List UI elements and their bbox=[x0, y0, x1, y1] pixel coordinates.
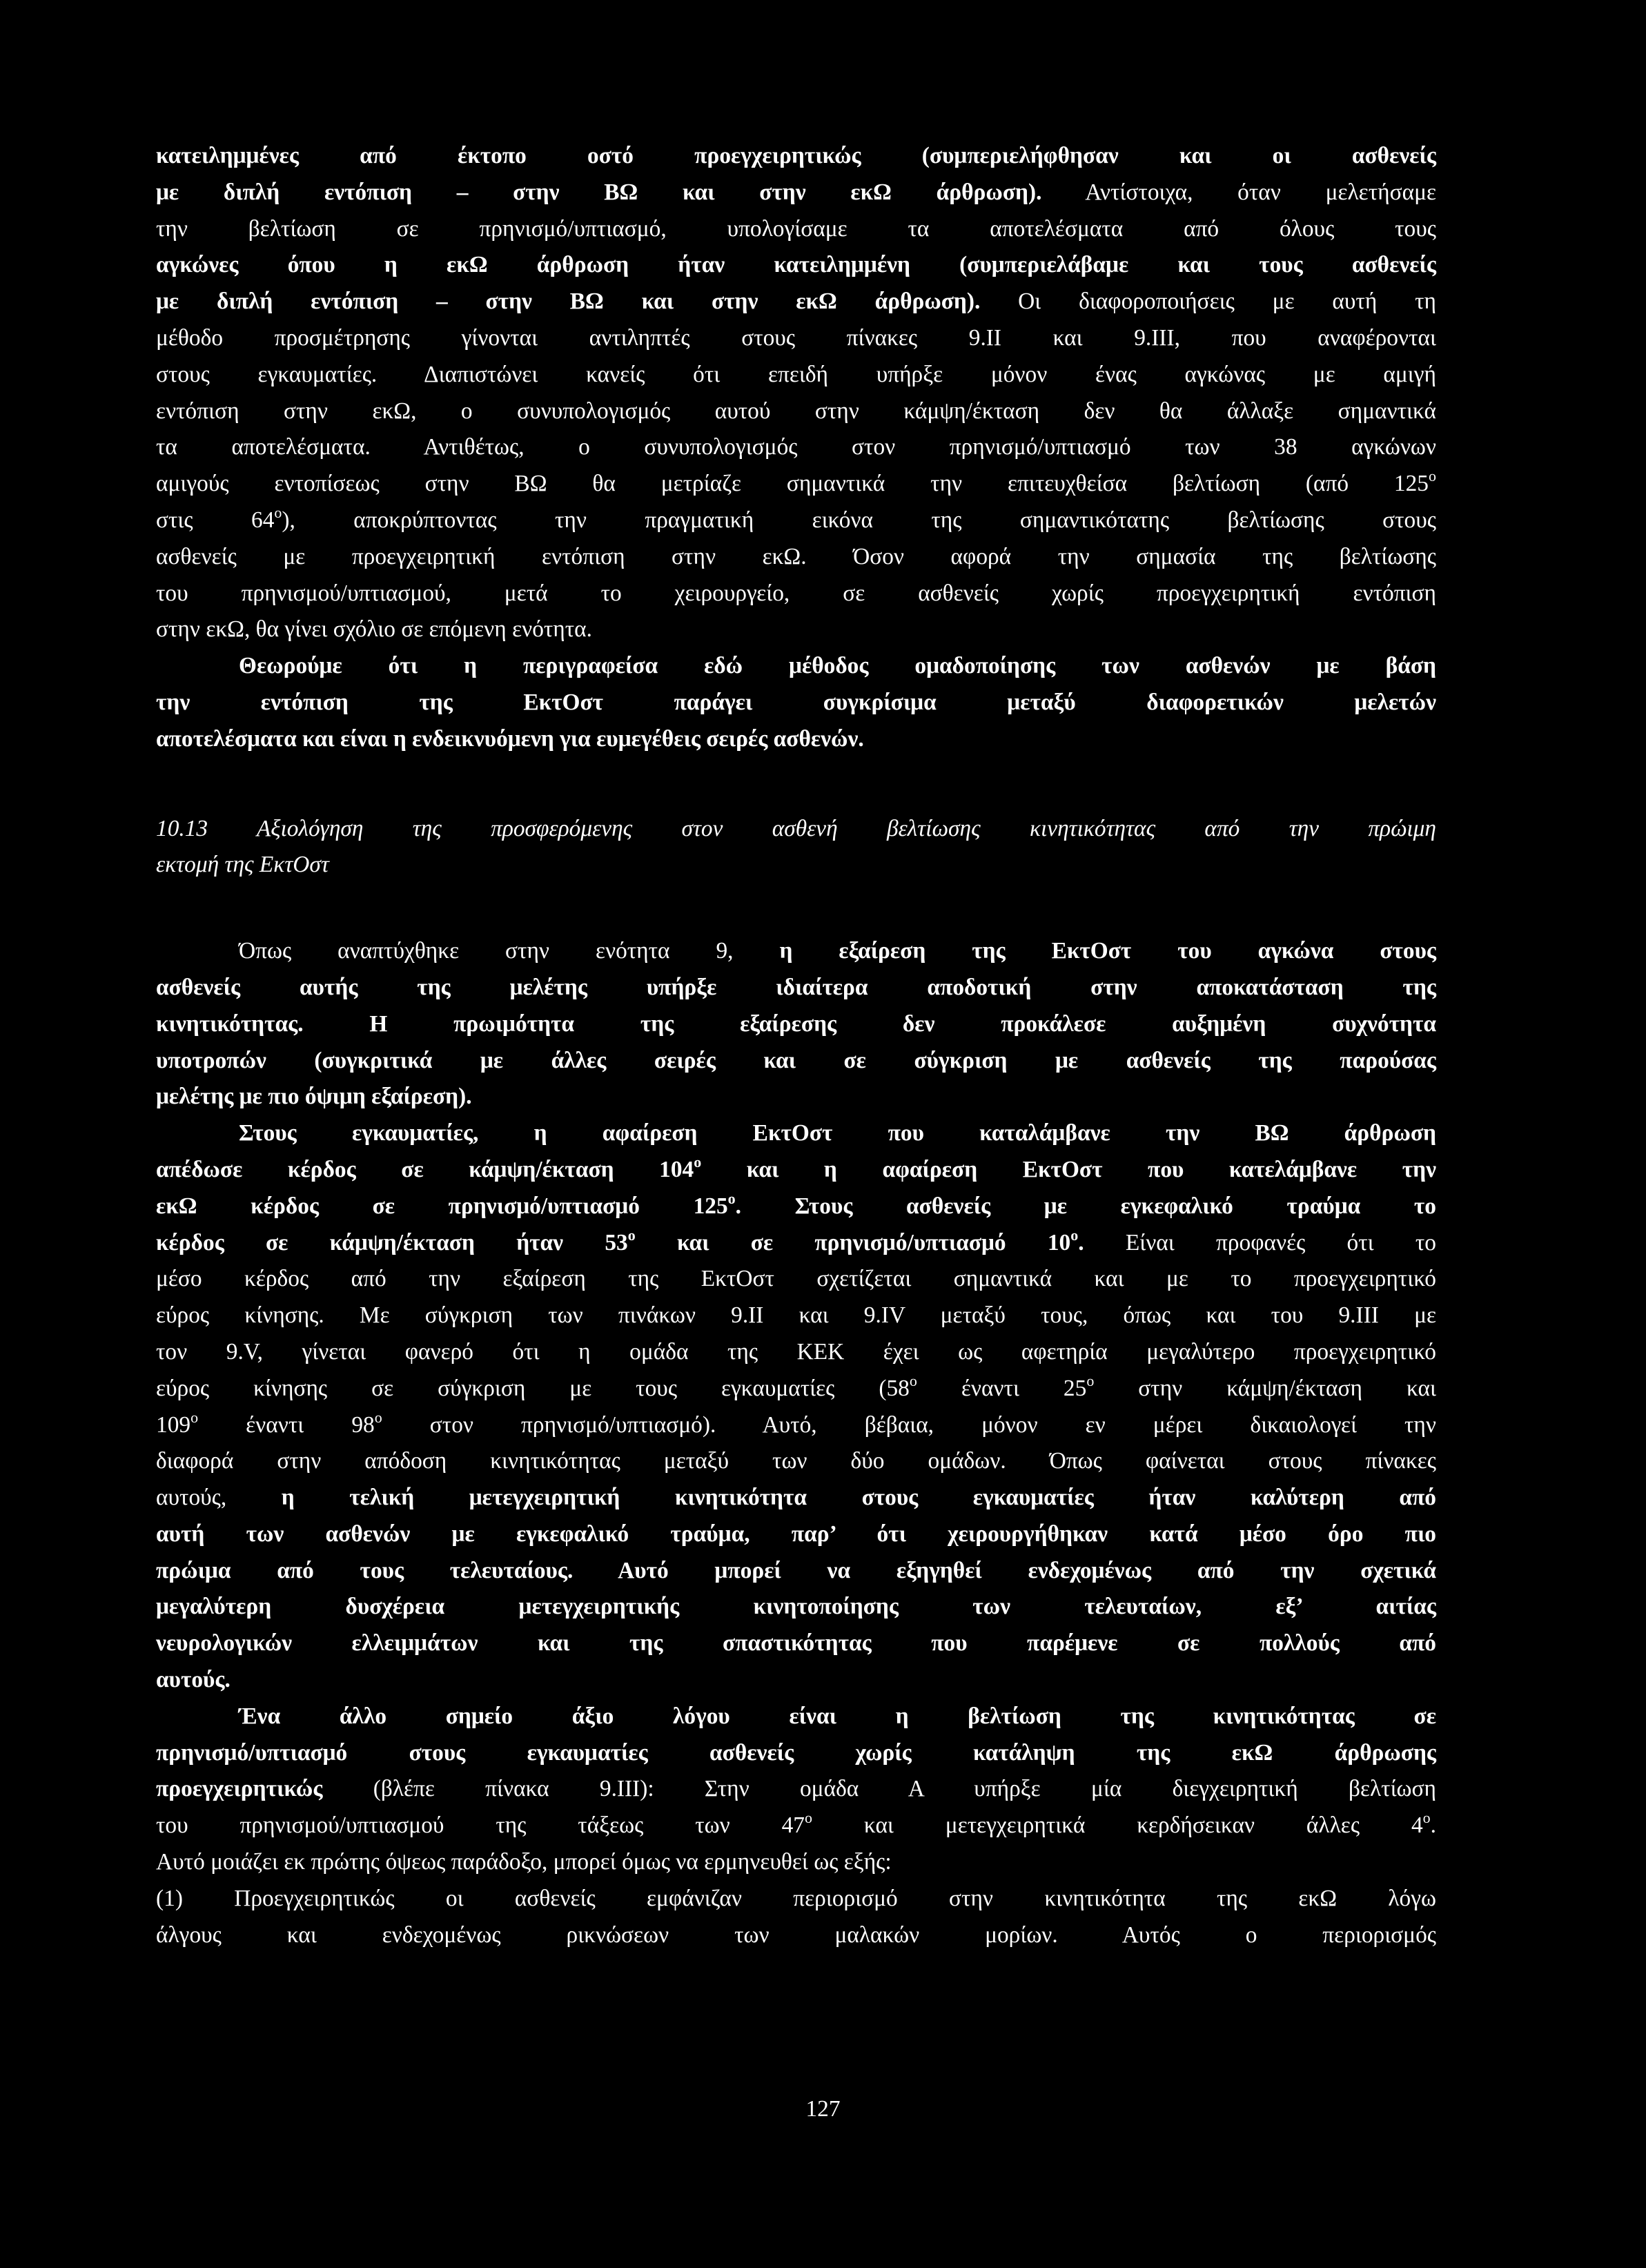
text-run: Οι διαφοροποιήσεις με αυτή τη bbox=[980, 289, 1437, 315]
text-run: στους εγκαυματίες. Διαπιστώνει κανείς ότι επειδή υπήρξε μόνον ένας αγκώνας με αμιγή bbox=[156, 361, 1436, 387]
text-run: . Στους ασθενείς με εγκεφαλικό τραύμα το bbox=[735, 1193, 1436, 1219]
text-line bbox=[156, 970, 1436, 1006]
text-run: η εξαίρεση της ΕκτΟστ του αγκώνα στους bbox=[779, 938, 1436, 964]
text-line bbox=[156, 357, 1436, 393]
text-run: η τελική μετεγχειρητική κινητικότητα στους εγκαυματίες ήταν καλύτερη από bbox=[281, 1485, 1437, 1511]
text-line bbox=[156, 1662, 1436, 1699]
text-line bbox=[156, 1407, 1436, 1444]
text-line bbox=[156, 1298, 1436, 1334]
text-line bbox=[156, 1735, 1436, 1772]
text-line bbox=[156, 1480, 1436, 1516]
text-run: Θεωρούμε ότι η περιγραφείσα εδώ μέθοδος ομαδοποίησης των ασθενών με βάση bbox=[239, 653, 1436, 679]
text-run: κινητικότητας. Η πρωιμότητα της εξαίρεσης δεν προκάλεσε αυξημένη συχνότητα bbox=[156, 1010, 1436, 1037]
paragraph-4 bbox=[156, 1115, 1436, 1699]
text-run: ), αποκρύπτοντας την πραγματική εικόνα της σημαντικότατης βελτίωσης στους bbox=[282, 507, 1436, 533]
text-line bbox=[156, 1225, 1436, 1262]
text-line bbox=[156, 685, 1436, 721]
text-line bbox=[156, 211, 1436, 248]
text-line bbox=[156, 1917, 1436, 1954]
text-run: . bbox=[1078, 1229, 1084, 1255]
text-run: (βλέπε πίνακα 9.ΙΙΙ): Στην ομάδα Α υπήρξε μία διεγχειρητική βελτίωση bbox=[322, 1776, 1436, 1802]
text-run: 109 bbox=[156, 1411, 191, 1438]
text-line bbox=[156, 1189, 1436, 1225]
paragraph-2-conclusion bbox=[156, 648, 1436, 757]
text-run: άλγους και ενδεχομένως ρικνώσεων των μαλακών μορίων. Αυτός ο περιορισμός bbox=[156, 1922, 1436, 1948]
degree-superscript: ο bbox=[627, 1226, 636, 1244]
text-line bbox=[156, 847, 1436, 883]
text-line bbox=[156, 612, 1436, 648]
degree-superscript: ο bbox=[727, 1189, 736, 1207]
text-run: προεγχειρητικώς bbox=[156, 1776, 323, 1802]
text-run: αγκώνες όπου η εκΩ άρθρωση ήταν κατειλημμένη (συμπεριελάβαμε και τους ασθενείς bbox=[156, 252, 1436, 278]
text-run: στην εκΩ, θα γίνει σχόλιο σε επόμενη ενότητα. bbox=[156, 616, 593, 643]
text-run: μέσο κέρδος από την εξαίρεση της ΕκτΟστ σχετίζεται σημαντικά και με το προεγχειρητικό bbox=[156, 1266, 1436, 1292]
text-run: τον 9.V, γίνεται φανερό ότι η ομάδα της ΚΕΚ έχει ως αφετηρία μεγαλύτερο προεγχειρητικό bbox=[156, 1338, 1436, 1365]
degree-superscript: ο bbox=[374, 1408, 382, 1426]
text-run: την βελτίωση σε πρηνισμό/υπτιασμό, υπολογίσαμε τα αποτελέσματα από όλους τους bbox=[156, 215, 1436, 242]
text-line bbox=[156, 1334, 1436, 1371]
degree-superscript: ο bbox=[1070, 1226, 1079, 1244]
text-run: στην κάμψη/έκταση και bbox=[1094, 1375, 1436, 1401]
text-line bbox=[156, 1553, 1436, 1590]
text-run: νευρολογικών ελλειμμάτων και της σπαστικότητας που παρέμενε σε πολλούς από bbox=[156, 1630, 1436, 1656]
text-line bbox=[156, 1881, 1436, 1917]
text-run: αυτούς. bbox=[156, 1667, 231, 1693]
text-run: στον πρηνισμό/υπτιασμό). Αυτό, βέβαια, μόνον εν μέρει δικαιολογεί την bbox=[382, 1411, 1436, 1438]
text-run: έναντι 98 bbox=[198, 1411, 375, 1438]
text-run: 10.13 Αξιολόγηση της προσφερόμενης στον ασθενή βελτίωσης κινητικότητας από την πρώιμη bbox=[156, 815, 1436, 841]
text-run: αποτελέσματα και είναι η ενδεικνυόμενη για ευμεγέθεις σειρές ασθενών. bbox=[156, 725, 864, 752]
text-line bbox=[156, 320, 1436, 357]
text-line bbox=[156, 721, 1436, 758]
page-number: 127 bbox=[805, 2096, 841, 2122]
text-run: . bbox=[1430, 1812, 1436, 1839]
text-run: ασθενείς με προεγχειρητική εντόπιση στην εκΩ. Όσον αφορά την σημασία της βελτίωσης bbox=[156, 543, 1436, 569]
text-line bbox=[156, 393, 1436, 430]
text-run: μέθοδο προσμέτρησης γίνονται αντιληπτές στους πίνακες 9.ΙΙ και 9.ΙΙΙ, που αναφέρονται bbox=[156, 324, 1436, 351]
degree-superscript: ο bbox=[1429, 467, 1436, 485]
text-line bbox=[156, 1079, 1436, 1115]
text-run: Όπως αναπτύχθηκε στην ενότητα 9, bbox=[239, 938, 780, 964]
text-line bbox=[156, 539, 1436, 576]
text-line bbox=[156, 1371, 1436, 1407]
degree-superscript: ο bbox=[190, 1408, 199, 1426]
degree-superscript: ο bbox=[274, 503, 282, 521]
text-line bbox=[156, 284, 1436, 320]
text-run: του πρηνισμού/υπτιασμού, μετά το χειρουργείο, σε ασθενείς χωρίς προεγχειρητική εντόπιση bbox=[156, 580, 1436, 606]
text-line bbox=[156, 1771, 1436, 1808]
text-run: εκΩ κέρδος σε πρηνισμό/υπτιασμό 125 bbox=[156, 1193, 728, 1219]
text-line bbox=[156, 1625, 1436, 1662]
paragraph-3 bbox=[156, 933, 1436, 1115]
text-run: αμιγούς εντοπίσεως στην ΒΩ θα μετρίαζε σημαντικά την επιτευχθείσα βελτίωση (από 125 bbox=[156, 471, 1429, 497]
text-run: εύρος κίνησης σε σύγκριση με τους εγκαυματίες (58 bbox=[156, 1375, 910, 1401]
text-line bbox=[156, 1443, 1436, 1480]
text-line bbox=[156, 1261, 1436, 1298]
text-line bbox=[156, 933, 1436, 970]
paragraph-1 bbox=[156, 138, 1436, 648]
text-run: Ένα άλλο σημείο άξιο λόγου είναι η βελτίωση της κινητικότητας σε bbox=[239, 1703, 1436, 1729]
text-line bbox=[156, 1808, 1436, 1844]
degree-superscript: ο bbox=[694, 1153, 702, 1171]
text-line bbox=[156, 1006, 1436, 1043]
text-run: αυτούς, bbox=[156, 1485, 282, 1511]
degree-superscript: ο bbox=[1086, 1371, 1095, 1389]
text-line bbox=[156, 1516, 1436, 1553]
text-run: του πρηνισμού/υπτιασμού της τάξεως των 47 bbox=[156, 1812, 805, 1839]
text-line bbox=[156, 811, 1436, 848]
text-line bbox=[156, 1589, 1436, 1625]
text-run: τα αποτελέσματα. Αντιθέτως, ο συνυπολογισμός στον πρηνισμό/υπτιασμό των 38 αγκώνων bbox=[156, 434, 1436, 460]
text-line bbox=[156, 576, 1436, 612]
paragraph-5 bbox=[156, 1699, 1436, 1954]
document-body bbox=[156, 138, 1436, 1953]
text-line bbox=[156, 1152, 1436, 1189]
text-line bbox=[156, 175, 1436, 211]
text-line bbox=[156, 1699, 1436, 1735]
text-line bbox=[156, 247, 1436, 284]
text-run: ασθενείς αυτής της μελέτης υπήρξε ιδιαίτερα αποδοτική στην αποκατάσταση της bbox=[156, 974, 1436, 1000]
text-run: Αντίστοιχα, όταν μελετήσαμε bbox=[1041, 179, 1436, 205]
text-line bbox=[156, 502, 1436, 539]
text-line bbox=[156, 138, 1436, 175]
degree-superscript: ο bbox=[1422, 1809, 1431, 1827]
text-run: με διπλή εντόπιση – στην ΒΩ και στην εκΩ άρθρωση). bbox=[156, 179, 1042, 205]
text-run: (1) Προεγχειρητικώς οι ασθενείς εμφάνιζαν περιορισμό στην κινητικότητα της εκΩ λόγω bbox=[156, 1885, 1436, 1911]
text-run: εκτομή της ΕκτΟστ bbox=[156, 852, 329, 878]
text-run: κατειλημμένες από έκτοπο οστό προεγχειρητικώς (συμπεριελήφθησαν και οι ασθενείς bbox=[156, 143, 1436, 168]
text-line bbox=[156, 1115, 1436, 1152]
text-run: έναντι 25 bbox=[917, 1375, 1087, 1401]
text-run: αυτή των ασθενών με εγκεφαλικό τραύμα, παρ’ ότι χειρουργήθηκαν κατά μέσο όρο πιο bbox=[156, 1521, 1436, 1547]
text-line bbox=[156, 466, 1436, 502]
text-run: μελέτης με πιο όψιμη εξαίρεση). bbox=[156, 1084, 472, 1110]
text-run: και η αφαίρεση ΕκτΟστ που κατελάμβανε την bbox=[701, 1156, 1436, 1182]
section-heading-10-13 bbox=[156, 811, 1436, 884]
text-run: την εντόπιση της ΕκτΟστ παράγει συγκρίσιμα μεταξύ διαφορετικών μελετών bbox=[156, 689, 1436, 715]
text-run: Είναι προφανές ότι το bbox=[1084, 1229, 1436, 1255]
text-line bbox=[156, 429, 1436, 466]
text-run: και σε πρηνισμό/υπτιασμό 10 bbox=[635, 1229, 1071, 1255]
text-line bbox=[156, 1043, 1436, 1079]
text-run: στις 64 bbox=[156, 507, 275, 533]
text-run: υποτροπών (συγκριτικά με άλλες σειρές και σε σύγκριση με ασθενείς της παρούσας bbox=[156, 1047, 1436, 1073]
text-run: και μετεγχειρητικά κερδήσεικαν άλλες 4 bbox=[812, 1812, 1423, 1839]
text-run: με διπλή εντόπιση – στην ΒΩ και στην εκΩ άρθρωση). bbox=[156, 289, 981, 315]
text-line bbox=[156, 648, 1436, 685]
text-run: εύρος κίνησης. Με σύγκριση των πινάκων 9.ΙΙ και 9.IV μεταξύ τους, όπως και του 9.ΙΙΙ με bbox=[156, 1302, 1436, 1329]
text-run: διαφορά στην απόδοση κινητικότητας μεταξύ των δύο ομάδων. Όπως φαίνεται στους πίνακες bbox=[156, 1448, 1436, 1474]
text-run: Στους εγκαυματίες, η αφαίρεση ΕκτΟστ που καταλάμβανε την ΒΩ άρθρωση bbox=[239, 1120, 1436, 1146]
text-line bbox=[156, 1844, 1436, 1881]
text-run: πρώιμα από τους τελευταίους. Αυτό μπορεί να εξηγηθεί ενδεχομένως από την σχετικά bbox=[156, 1557, 1436, 1583]
text-run: κέρδος σε κάμψη/έκταση ήταν 53 bbox=[156, 1229, 628, 1255]
text-run: μεγαλύτερη δυσχέρεια μετεγχειρητικής κινητοποίησης των τελευταίων, εξ’ αιτίας bbox=[156, 1594, 1436, 1620]
text-run: πρηνισμό/υπτιασμό στους εγκαυματίες ασθενείς χωρίς κατάληψη της εκΩ άρθρωσης bbox=[156, 1739, 1436, 1766]
degree-superscript: ο bbox=[909, 1371, 917, 1389]
text-run: εντόπιση στην εκΩ, ο συνυπολογισμός αυτού στην κάμψη/έκταση δεν θα άλλαξε σημαντικά bbox=[156, 398, 1436, 424]
text-run: απέδωσε κέρδος σε κάμψη/έκταση 104 bbox=[156, 1156, 694, 1182]
text-run: Αυτό μοιάζει εκ πρώτης όψεως παράδοξο, μπορεί όμως να ερμηνευθεί ως εξής: bbox=[156, 1849, 892, 1875]
degree-superscript: ο bbox=[805, 1809, 813, 1827]
